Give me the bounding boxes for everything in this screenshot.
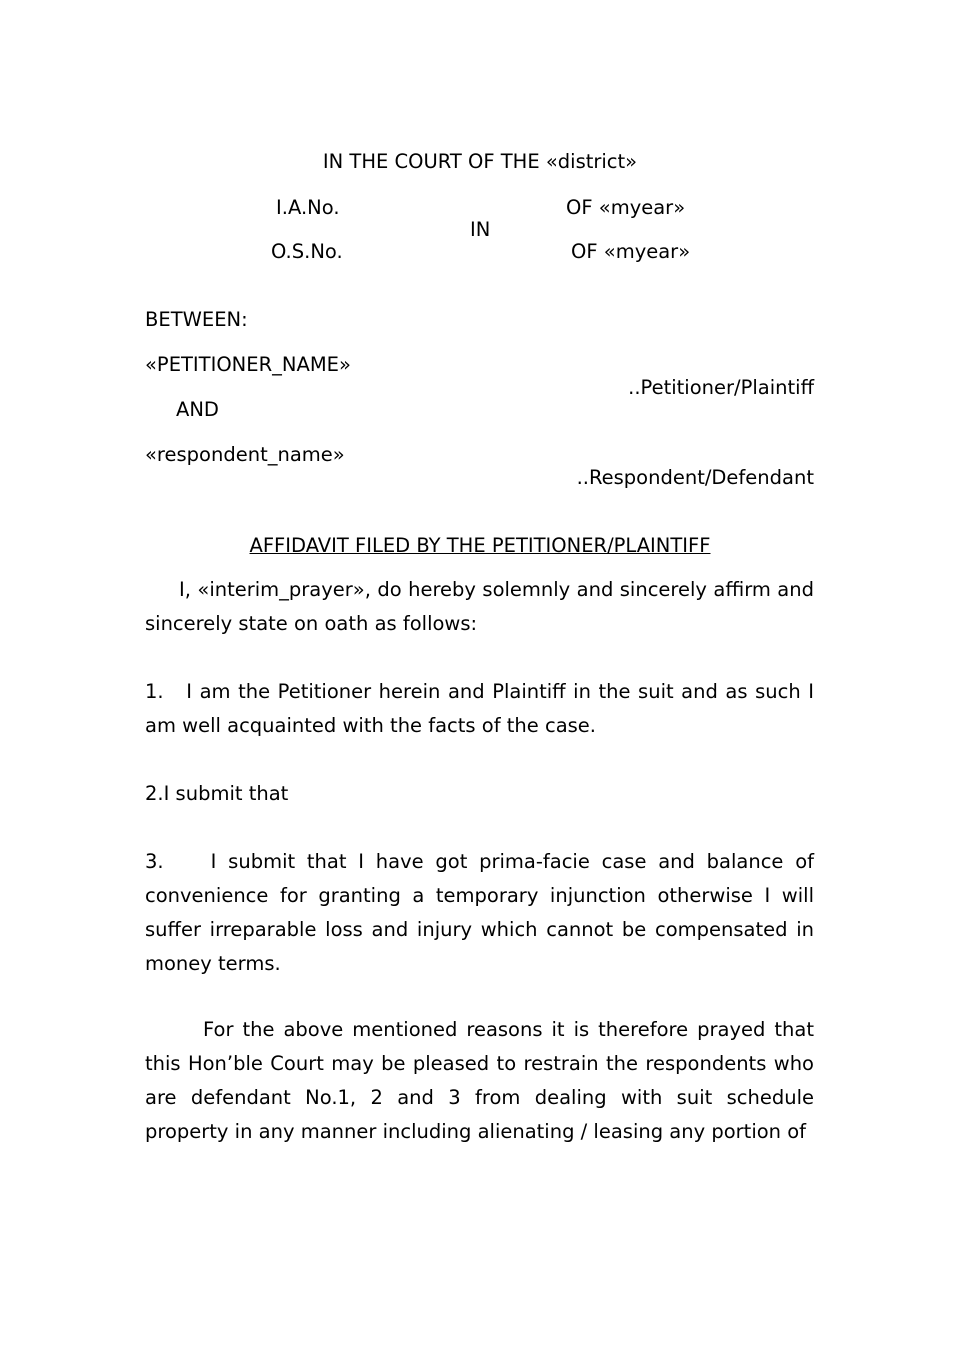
ia-number-label: I.A.No. <box>276 196 340 219</box>
ia-year: OF «myear» <box>566 196 686 219</box>
affidavit-title: AFFIDAVIT FILED BY THE PETITIONER/PLAINTIFF <box>249 534 711 557</box>
in-label: IN <box>470 218 491 241</box>
prayer-paragraph: For the above mentioned reasons it is therefore prayed that this Hon’ble Court may be pleased to restrain the respondents who are defendant No.1, 2 and 3 from dealing with suit schedule property in any manner including alienating / leasing any portion of <box>145 1018 814 1143</box>
point-1: 1. I am the Petitioner herein and Plaintiff in the suit and as such I am well acquainted with the facts of the case. <box>145 680 814 737</box>
petitioner-role: ..Petitioner/Plaintiff <box>628 376 814 399</box>
os-year: OF «myear» <box>571 240 691 263</box>
petitioner-name: «PETITIONER_NAME» <box>145 353 351 376</box>
intro-paragraph: I, «interim_prayer», do hereby solemnly and sincerely affirm and sincerely state on oath as follows: <box>145 578 814 635</box>
respondent-role: ..Respondent/Defendant <box>576 466 814 489</box>
point-3: 3. I submit that I have got prima-facie case and balance of convenience for granting a temporary injunction otherwise I will suffer irreparable loss and injury which cannot be compensated in money terms. <box>145 850 814 975</box>
court-heading: IN THE COURT OF THE «district» <box>322 150 638 173</box>
and-label: AND <box>176 398 219 421</box>
point-2: 2.I submit that <box>145 782 289 805</box>
respondent-name: «respondent_name» <box>145 443 345 466</box>
between-label: BETWEEN: <box>145 308 248 331</box>
os-number-label: O.S.No. <box>271 240 343 263</box>
